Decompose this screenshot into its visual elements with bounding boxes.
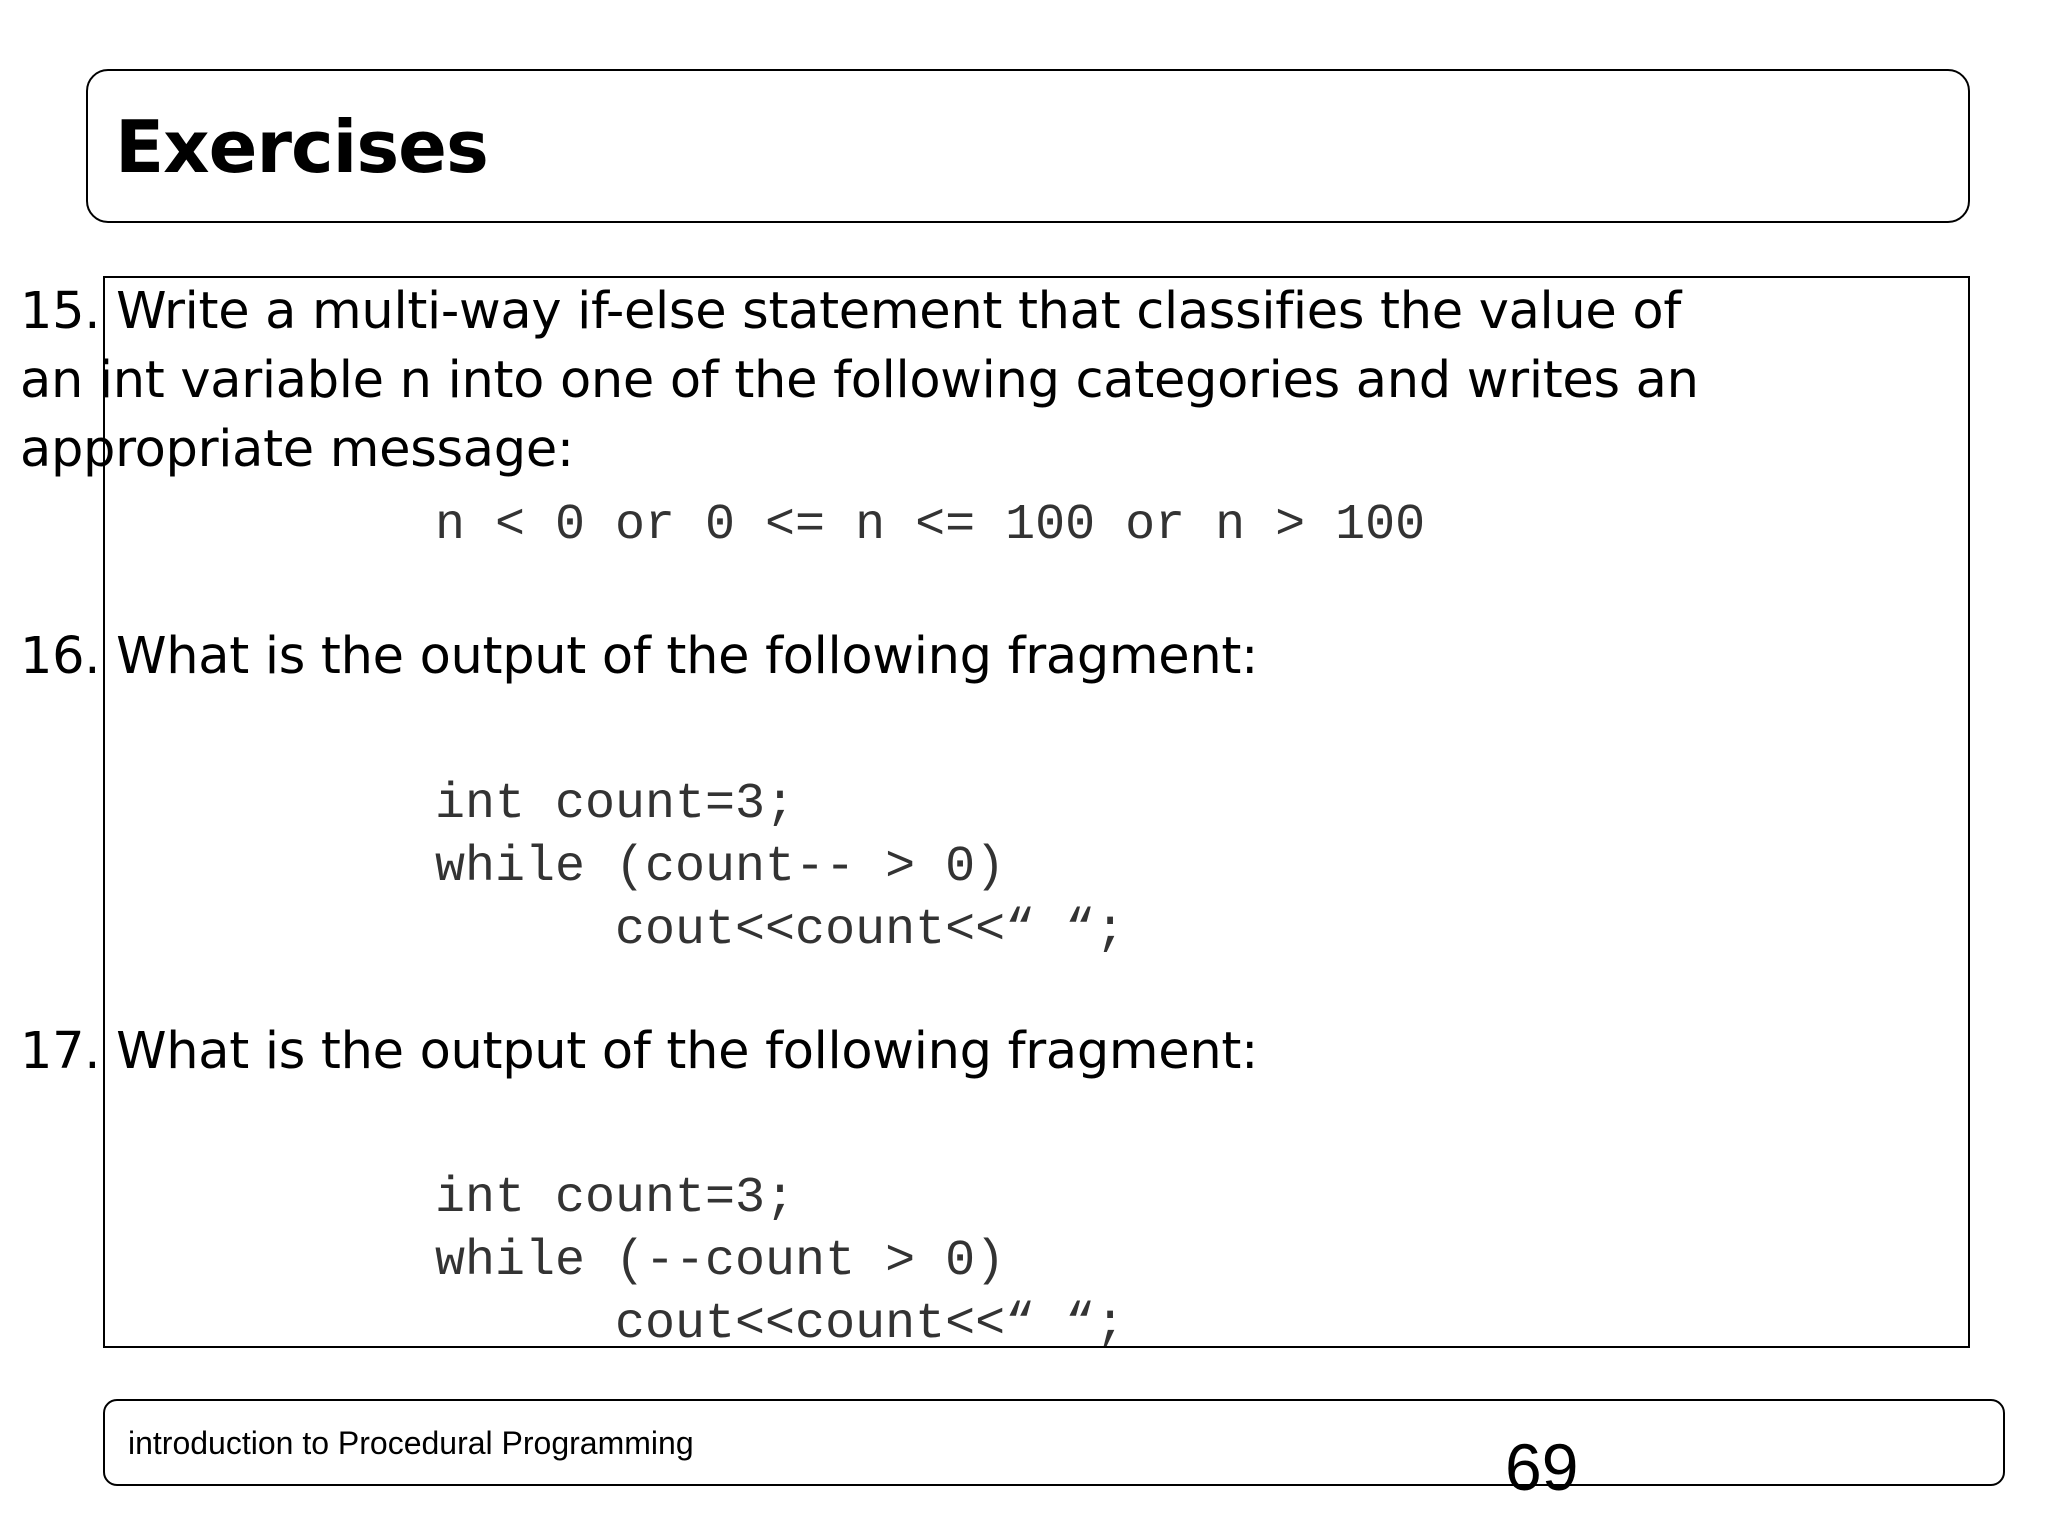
question-16-code-line-3: cout<<count<<“ “; (435, 902, 1126, 959)
question-17-code-line-2: while (--count > 0) (435, 1233, 1006, 1290)
slide-title: Exercises (115, 105, 488, 189)
footer-course-title: introduction to Procedural Programming (128, 1425, 694, 1461)
question-15-line-2: an int variable n into one of the following categories and writes an (20, 351, 1699, 410)
question-15-code: n < 0 or 0 <= n <= 100 or n > 100 (435, 497, 1426, 554)
page-number: 69 (1505, 1430, 1579, 1504)
question-15-line-1: 15. Write a multi-way if-else statement that classifies the value of (20, 282, 1681, 341)
question-17-code-line-1: int count=3; (435, 1170, 796, 1227)
question-15-line-3: appropriate message: (20, 420, 574, 479)
question-16-text: 16. What is the output of the following fragment: (20, 627, 1258, 686)
slide-title-box (86, 69, 1970, 223)
question-16-code-line-1: int count=3; (435, 776, 796, 833)
question-16-code-line-2: while (count-- > 0) (435, 839, 1006, 896)
question-17-text: 17. What is the output of the following fragment: (20, 1022, 1258, 1081)
footer-box (103, 1399, 2005, 1486)
question-17-code-line-3: cout<<count<<“ “; (435, 1296, 1126, 1353)
